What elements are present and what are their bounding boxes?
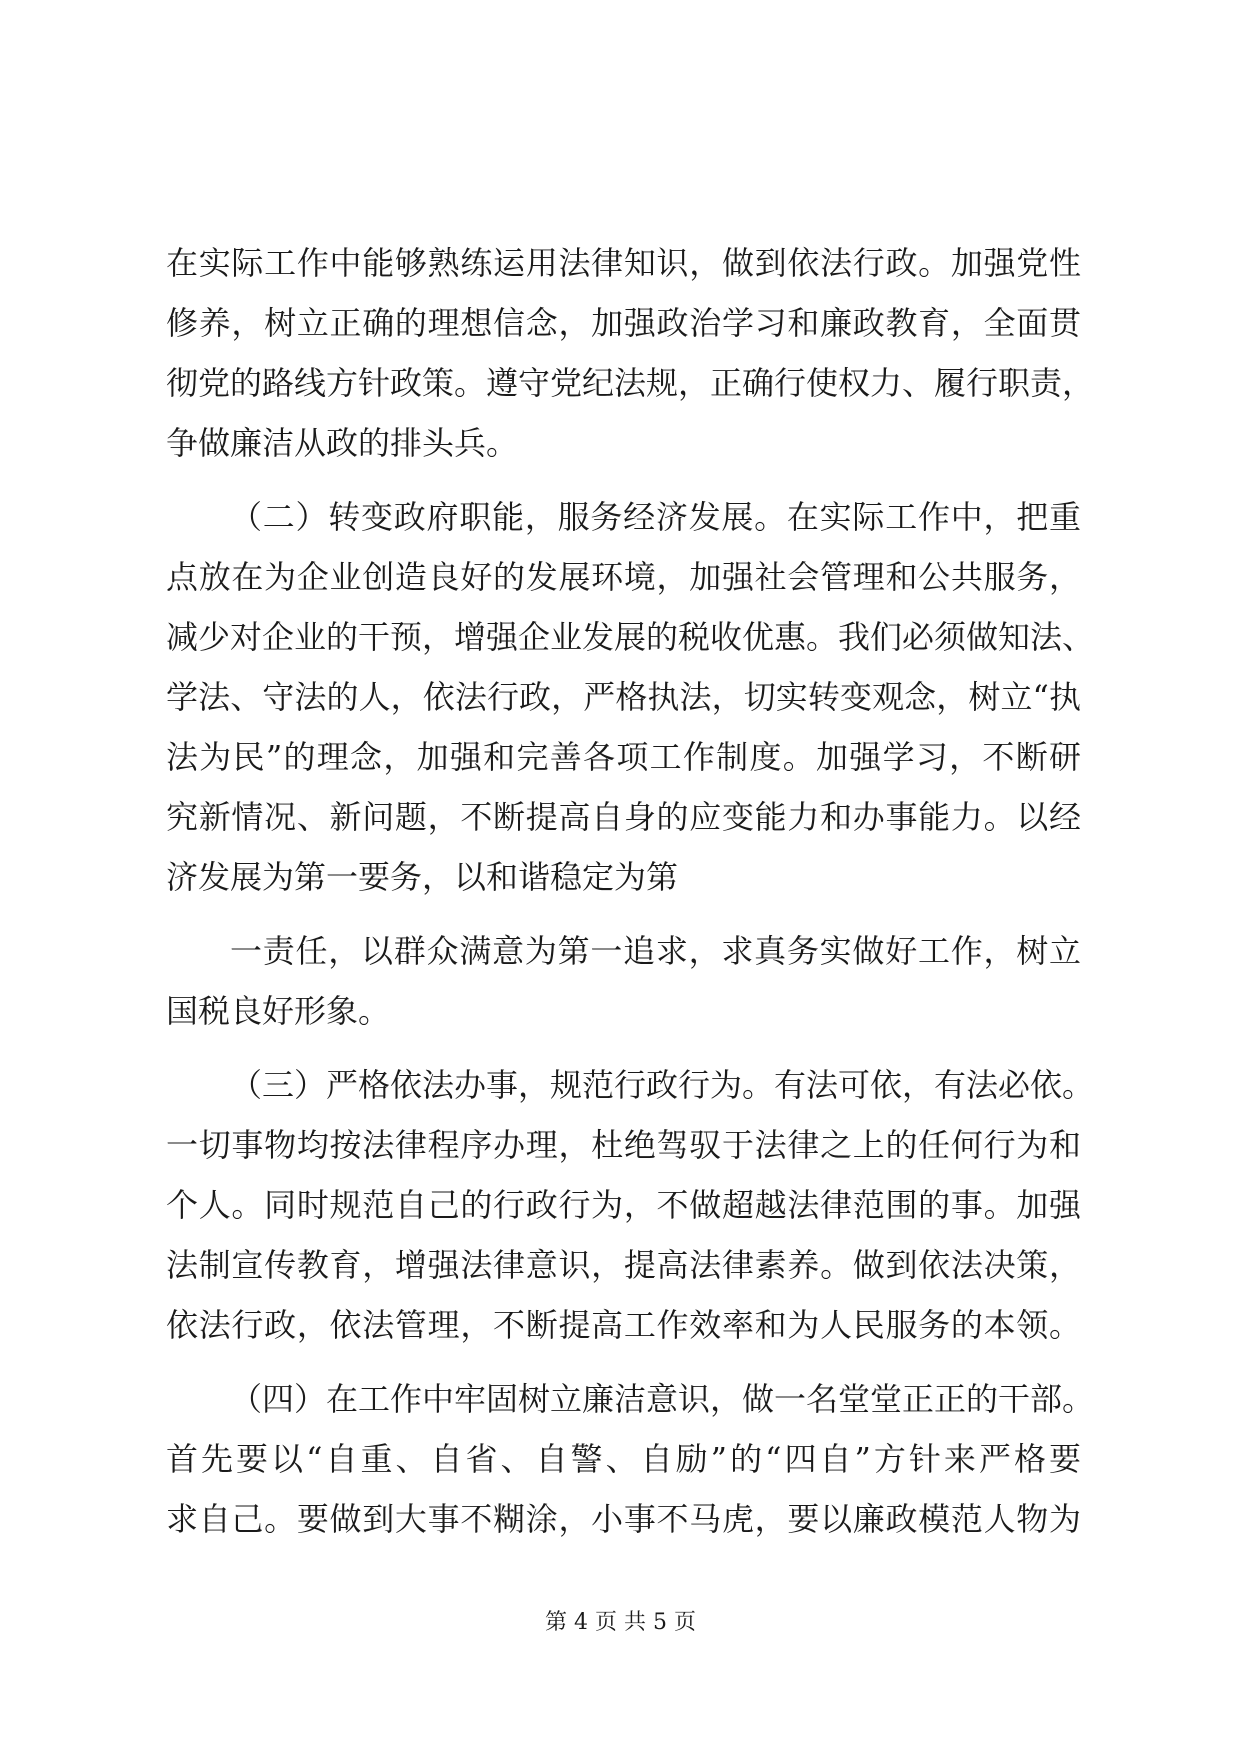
text-line: 首先要以“自重、自省、自警、自励”的“四自”方针来严格要 (166, 1440, 1081, 1478)
text-line: 一切事物均按法律程序办理，杜绝驾驭于法律之上的任何行为和 (166, 1126, 1081, 1164)
paragraph (166, 233, 1095, 473)
text-line: （四）在工作中牢固树立廉洁意识，做一名堂堂正正的干部。 (230, 1380, 1095, 1418)
text-line: 一责任，以群众满意为第一追求，求真务实做好工作，树立 (230, 932, 1081, 970)
page-number-footer: 第 4 页 共 5 页 (545, 1610, 696, 1635)
text-line: （二）转变政府职能，服务经济发展。在实际工作中，把重 (230, 498, 1081, 536)
text-line: 点放在为企业创造良好的发展环境，加强社会管理和公共服务， (166, 558, 1081, 596)
paragraph (166, 921, 1081, 1041)
text-line: 减少对企业的干预，增强企业发展的税收优惠。我们必须做知法、 (166, 618, 1095, 656)
text-line: 争做廉洁从政的排头兵。 (166, 424, 519, 462)
text-line: 法为民”的理念，加强和完善各项工作制度。加强学习，不断研 (166, 738, 1081, 776)
text-line: 法制宣传教育，增强法律意识，提高法律素养。做到依法决策， (166, 1246, 1081, 1284)
text-line: 依法行政，依法管理，不断提高工作效率和为人民服务的本领。 (166, 1306, 1081, 1344)
text-line: 在实际工作中能够熟练运用法律知识，做到依法行政。加强党性 (166, 244, 1081, 282)
text-line: 彻党的路线方针政策。遵守党纪法规，正确行使权力、履行职责， (166, 364, 1095, 402)
text-line: 求自己。要做到大事不糊涂，小事不马虎，要以廉政模范人物为 (166, 1500, 1081, 1538)
paragraph (166, 1369, 1095, 1549)
text-line: 修养，树立正确的理想信念，加强政治学习和廉政教育，全面贯 (166, 304, 1081, 342)
text-line: 学法、守法的人，依法行政，严格执法，切实转变观念，树立“执 (166, 678, 1081, 716)
text-line: 国税良好形象。 (166, 992, 391, 1030)
text-line: （三）严格依法办事，规范行政行为。有法可依，有法必依。 (230, 1066, 1095, 1104)
paragraph (166, 1055, 1095, 1355)
paragraph (166, 487, 1095, 907)
text-line: 济发展为第一要务，以和谐稳定为第 (166, 858, 679, 896)
text-line: 个人。同时规范自己的行政行为，不做超越法律范围的事。加强 (166, 1186, 1081, 1224)
body-text (166, 233, 1095, 1549)
text-line: 究新情况、新问题，不断提高自身的应变能力和办事能力。以经 (166, 798, 1081, 836)
